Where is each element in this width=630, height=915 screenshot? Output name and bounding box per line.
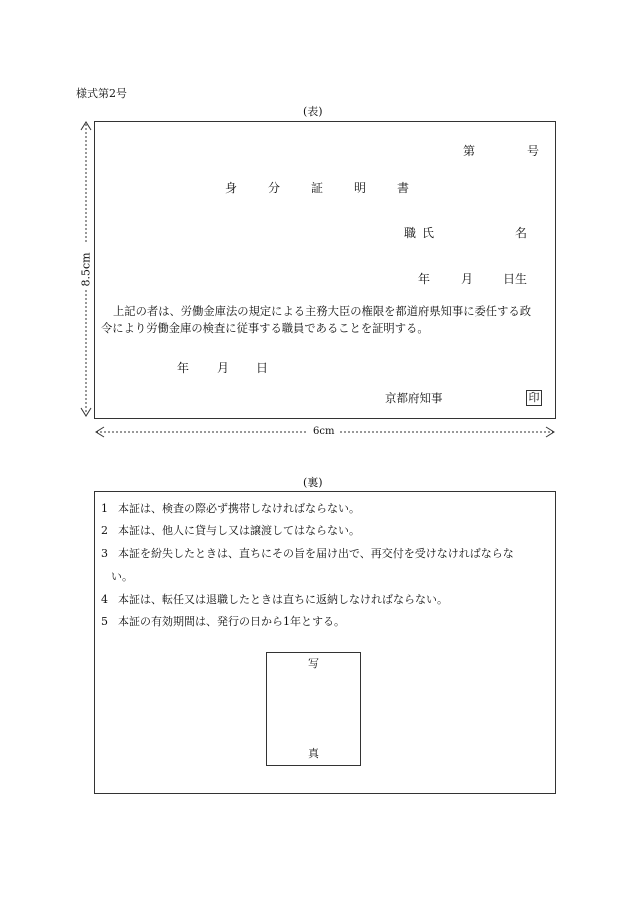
card-title-char: 明	[354, 181, 367, 195]
rule-text: 本証を紛失したときは、直ちにその旨を届け出で、再交付を受けなければならな	[118, 547, 514, 560]
number-prefix: 第	[463, 144, 476, 158]
form-number: 様式第2号	[76, 87, 127, 100]
rule-number: 5	[101, 615, 108, 628]
rule-text: 本証は、検査の際必ず携帯しなければならない。	[118, 502, 360, 515]
id-card-front	[94, 121, 556, 419]
seal-mark: 印	[526, 390, 542, 406]
rule-number: 2	[101, 524, 108, 537]
rule-text: 本証は、転任又は退職したときは直ちに返納しなければならない。	[118, 593, 448, 606]
rule-number: 1	[101, 502, 108, 515]
issue-day-label: 日	[256, 361, 269, 375]
width-dimension-label: 6cm	[313, 426, 335, 437]
card-title-char: 身	[225, 181, 238, 195]
birth-month-label: 月	[461, 272, 474, 286]
rule-number: 3	[101, 547, 108, 560]
photo-label-bottom: 真	[308, 747, 319, 760]
name-label-left: 氏	[422, 226, 435, 240]
card-title-char: 書	[397, 181, 410, 195]
issue-month-label: 月	[217, 361, 230, 375]
card-title-char: 分	[268, 181, 281, 195]
rule-text: 本証は、他人に貸与し又は譲渡してはならない。	[118, 524, 360, 537]
height-dimension-label: 8.5cm	[79, 252, 93, 287]
birth-year-label: 年	[418, 272, 431, 286]
issue-year-label: 年	[177, 361, 190, 375]
card-title-char: 証	[311, 181, 324, 195]
position-label: 職	[404, 226, 417, 240]
number-suffix: 号	[527, 144, 540, 158]
certification-text-line1: 上記の者は、労働金庫法の規定による主務大臣の権限を都道府県知事に委任する政	[113, 305, 531, 318]
rule-text-continuation: い。	[111, 570, 133, 583]
birth-day-label: 日生	[503, 272, 528, 286]
photo-label-top: 写	[308, 657, 319, 670]
front-label: (表)	[303, 105, 323, 118]
issuer-name: 京都府知事	[385, 391, 443, 405]
name-label-right: 名	[515, 226, 528, 240]
rule-number: 4	[101, 593, 108, 606]
rule-text: 本証の有効期間は、発行の日から1年とする。	[118, 615, 345, 628]
certification-text-line2: 令により労働金庫の検査に従事する職員であることを証明する。	[101, 322, 429, 335]
back-label: (裏)	[303, 476, 323, 489]
